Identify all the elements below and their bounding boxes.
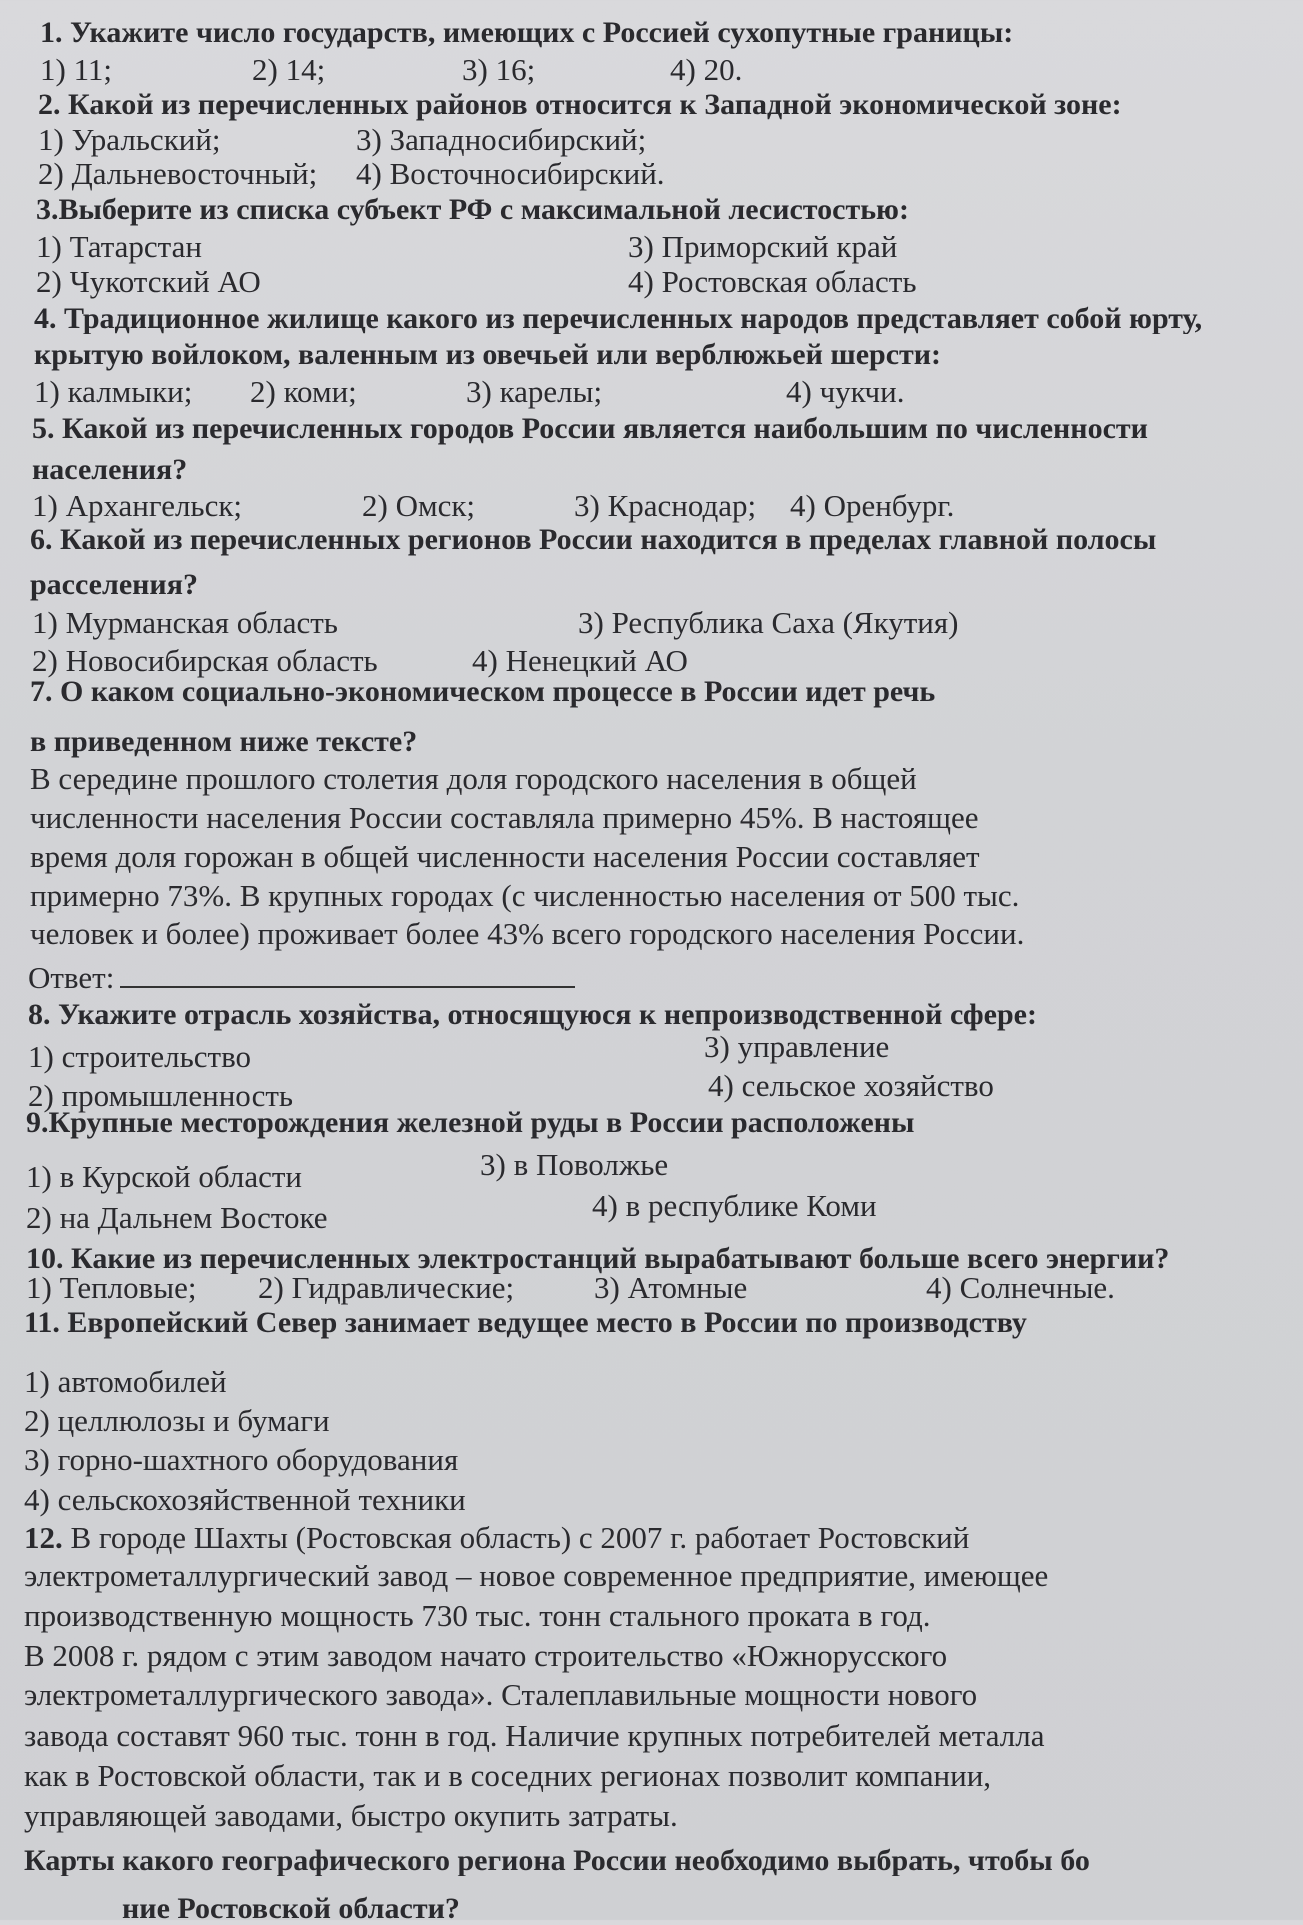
q7-answer-label: Ответ: — [28, 960, 115, 995]
q4-option-1: 1) калмыки; — [34, 374, 193, 409]
q1-option-2: 2) 14; — [252, 52, 326, 87]
q7-text-line-5: человек и более) проживает более 43% всего городского населения России. — [30, 916, 1025, 951]
question-9: 9.Крупные месторождения железной руды в России расположены — [26, 1106, 915, 1139]
q7-answer-blank[interactable] — [120, 964, 575, 988]
q12-text-line-1-body: В городе Шахты (Ростовская область) с 2007 г. работает Ростовский — [70, 1520, 970, 1555]
q4-option-3: 3) карелы; — [466, 374, 603, 409]
q12-text-line-3: производственную мощность 730 тыс. тонн стального проката в год. — [24, 1598, 931, 1633]
q2-option-4: 4) Восточносибирский. — [356, 156, 665, 191]
q9-option-2: 2) на Дальнем Востоке — [26, 1200, 328, 1235]
q3-option-1: 1) Татарстан — [36, 229, 202, 264]
q5-option-4: 4) Оренбург. — [790, 488, 955, 523]
q3-option-2: 2) Чукотский АО — [36, 264, 261, 299]
question-4-line-1: 4. Традиционное жилище какого из перечисленных народов представляет собой юрту, — [34, 304, 1203, 334]
q9-option-4: 4) в республике Коми — [592, 1188, 877, 1223]
question-3: 3.Выберите из списка субъект РФ с максимальной лесистостью: — [36, 193, 909, 226]
q7-text-line-1: В середине прошлого столетия доля городского населения в общей — [30, 761, 917, 796]
q12-text-line-1 — [24, 1522, 969, 1553]
q1-option-4: 4) 20. — [670, 52, 743, 87]
q6-option-1: 1) Мурманская область — [32, 605, 338, 640]
q11-option-1: 1) автомобилей — [24, 1364, 227, 1399]
q12-text-line-5: электрометаллургического завода». Сталеплавильные мощности нового — [24, 1677, 978, 1712]
question-12-number: 12. — [24, 1520, 63, 1555]
question-6-line-1: 6. Какой из перечисленных регионов России находится в пределах главной полосы — [30, 523, 1157, 556]
q11-option-3: 3) горно-шахтного оборудования — [24, 1442, 459, 1477]
q12-text-line-7: как в Ростовской области, так и в соседних регионах позволит компании, — [24, 1758, 992, 1793]
question-1: 1. Укажите число государств, имеющих с Россией сухопутные границы: — [40, 16, 1014, 49]
q9-option-1: 1) в Курской области — [26, 1159, 303, 1194]
q3-option-4: 4) Ростовская область — [628, 264, 917, 299]
question-12-line-1: Карты какого географического региона России необходимо выбрать, чтобы бо — [24, 1846, 1090, 1876]
question-2: 2. Какой из перечисленных районов относится к Западной экономической зоне: — [38, 88, 1122, 121]
q5-option-2: 2) Омск; — [362, 488, 476, 523]
q12-text-line-6: завода составят 960 тыс. тонн в год. Наличие крупных потребителей металла — [24, 1718, 1045, 1753]
q8-option-2: 2) промышленность — [28, 1078, 294, 1113]
q7-text-line-2: численности населения России составляла примерно 45%. В настоящее — [30, 800, 979, 835]
q10-option-3: 3) Атомные — [594, 1270, 748, 1305]
question-10: 10. Какие из перечисленных электростанций вырабатывают больше всего энергии? — [26, 1244, 1170, 1274]
q8-option-4: 4) сельское хозяйство — [708, 1068, 994, 1103]
q4-option-2: 2) коми; — [250, 374, 357, 409]
question-12-line-2: ние Ростовской области? — [122, 1892, 460, 1925]
question-7-line-2: в приведенном ниже тексте? — [30, 725, 418, 758]
q9-option-3: 3) в Поволжье — [480, 1147, 669, 1182]
q12-text-line-8: управляющей заводами, быстро окупить затраты. — [24, 1798, 678, 1833]
q7-text-line-3: время доля горожан в общей численности населения России составляет — [30, 839, 980, 874]
question-4-line-2: крытую войлоком, валенным из овечьей или верблюжьей шерсти: — [34, 338, 942, 371]
q6-option-4: 4) Ненецкий АО — [472, 643, 688, 678]
q1-option-3: 3) 16; — [462, 52, 536, 87]
q7-text-line-4: примерно 73%. В крупных городах (с численностью населения от 500 тыс. — [30, 878, 1020, 913]
q3-option-3: 3) Приморский край — [628, 229, 898, 264]
q6-option-2: 2) Новосибирская область — [32, 643, 378, 678]
question-5-line-1: 5. Какой из перечисленных городов России является наибольшим по численности — [32, 412, 1148, 445]
q2-option-1: 1) Уральский; — [38, 122, 221, 157]
q10-option-2: 2) Гидравлические; — [258, 1270, 515, 1305]
q11-option-2: 2) целлюлозы и бумаги — [24, 1403, 330, 1438]
question-11: 11. Европейский Север занимает ведущее место в России по производству — [24, 1306, 1027, 1339]
q4-option-4: 4) чукчи. — [786, 374, 905, 409]
q12-text-line-4: В 2008 г. рядом с этим заводом начато строительство «Южнорусского — [24, 1638, 948, 1673]
q2-option-3: 3) Западносибирский; — [356, 122, 647, 157]
q11-option-4: 4) сельскохозяйственной техники — [24, 1482, 466, 1517]
q8-option-3: 3) управление — [704, 1029, 890, 1064]
q8-option-1: 1) строительство — [28, 1039, 251, 1074]
question-5-line-2: населения? — [32, 453, 188, 486]
question-6-line-2: расселения? — [30, 568, 198, 601]
q7-answer-row — [28, 962, 575, 993]
q5-option-1: 1) Архангельск; — [32, 488, 243, 523]
question-7-line-1: 7. О каком социально-экономическом процессе в России идет речь — [30, 675, 936, 708]
q12-text-line-2: электрометаллургический завод – новое современное предприятие, имеющее — [24, 1558, 1049, 1593]
q1-option-1: 1) 11; — [40, 52, 113, 87]
q5-option-3: 3) Краснодар; — [574, 488, 757, 523]
q10-option-1: 1) Тепловые; — [26, 1270, 197, 1305]
q10-option-4: 4) Солнечные. — [926, 1270, 1115, 1305]
q6-option-3: 3) Республика Саха (Якутия) — [578, 605, 959, 640]
q2-option-2: 2) Дальневосточный; — [38, 156, 318, 191]
question-8: 8. Укажите отрасль хозяйства, относящуюся к непроизводственной сфере: — [28, 998, 1037, 1031]
